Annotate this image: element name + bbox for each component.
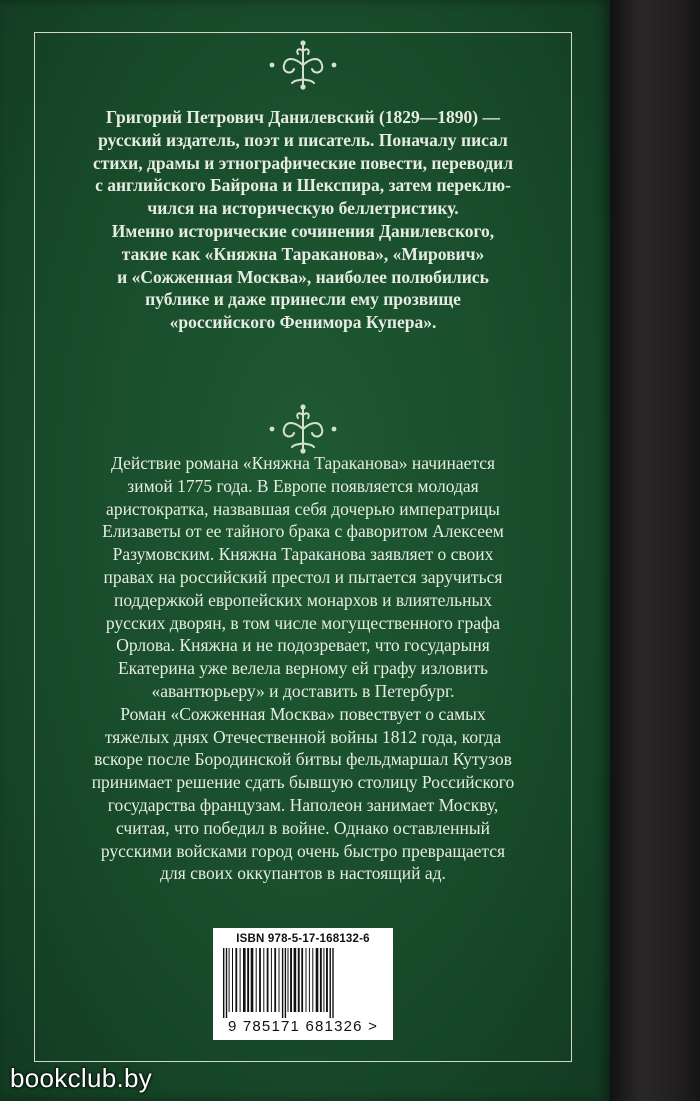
watermark-site: bookclub.by [10, 1063, 153, 1093]
bio-line: Именно исторические сочинения Данилевского, [111, 220, 495, 241]
bio-line: с английского Байрона и Шекспира, затем переклю- [95, 175, 511, 196]
floral-ornament-icon [258, 37, 348, 93]
synopsis-line: зимой 1775 года. В Европе появляется молодая [127, 475, 479, 496]
author-biography [48, 106, 558, 334]
synopsis-line: для своих оккупантов в настоящий ад. [160, 863, 446, 884]
bio-line: русский издатель, поэт и писатель. Поначалу писал [98, 129, 508, 150]
synopsis-line: считая, что победил в войне. Однако оставленный [116, 817, 490, 838]
book-synopsis [48, 452, 558, 885]
synopsis-line: аристократка, назвавшая себя дочерью императрицы [106, 498, 500, 519]
bio-line: «российского Фенимора Купера». [169, 312, 437, 333]
bio-line: и «Сожженная Москва», наиболее полюбились [117, 266, 489, 287]
bio-line: публике и даже принесли ему прозвище [145, 289, 461, 310]
synopsis-line: вскоре после Бородинской битвы фельдмаршал Кутузов [94, 749, 512, 770]
bio-line: такие как «Княжна Тараканова», «Мирович» [121, 243, 485, 264]
synopsis-line: правах на российский престол и пытается заручиться [103, 566, 503, 587]
synopsis-line: «авантюрьеру» и доставить в Петербург. [151, 680, 455, 701]
synopsis-line: государства французам. Наполеон занимает Москву, [107, 794, 499, 815]
synopsis-line: принимает решение сдать бывшую столицу Российского [91, 772, 515, 793]
floral-ornament-icon [258, 401, 348, 457]
synopsis-line: русских дворян, в том числе могущественного графа [105, 612, 501, 633]
bio-line: чился на историческую беллетристику. [147, 198, 459, 219]
synopsis-line: Роман «Сожженная Москва» повествует о самых [120, 703, 486, 724]
book-spine [610, 0, 700, 1101]
synopsis-line: поддержкой европейских монархов и влиятельных [113, 589, 493, 610]
isbn-barcode [213, 928, 393, 1040]
synopsis-line: Орлова. Княжна и не подозревает, что государыня [116, 635, 490, 656]
synopsis-line: Елизаветы от ее тайного брака с фаворитом Алексеем [102, 521, 504, 542]
synopsis-line: Действие романа «Княжна Тараканова» начинается [110, 453, 496, 473]
barcode-digits: 9 785171 681326 > [227, 1018, 379, 1035]
synopsis-line: Разумовским. Княжна Тараканова заявляет о своих [112, 544, 494, 565]
synopsis-line: тяжелых днях Отечественной войны 1812 года, когда [104, 726, 502, 747]
barcode-bars-icon [221, 948, 385, 1018]
synopsis-line: Екатерина уже велела верному ей графу изловить [117, 658, 488, 679]
isbn-label: ISBN 978-5-17-168132-6 [236, 933, 370, 945]
bio-line: Григорий Петрович Данилевский (1829—1890) — [105, 107, 501, 127]
bio-line: стихи, драмы и этнографические повести, переводил [92, 152, 514, 173]
synopsis-line: русскими войсками город очень быстро превращается [100, 840, 506, 861]
